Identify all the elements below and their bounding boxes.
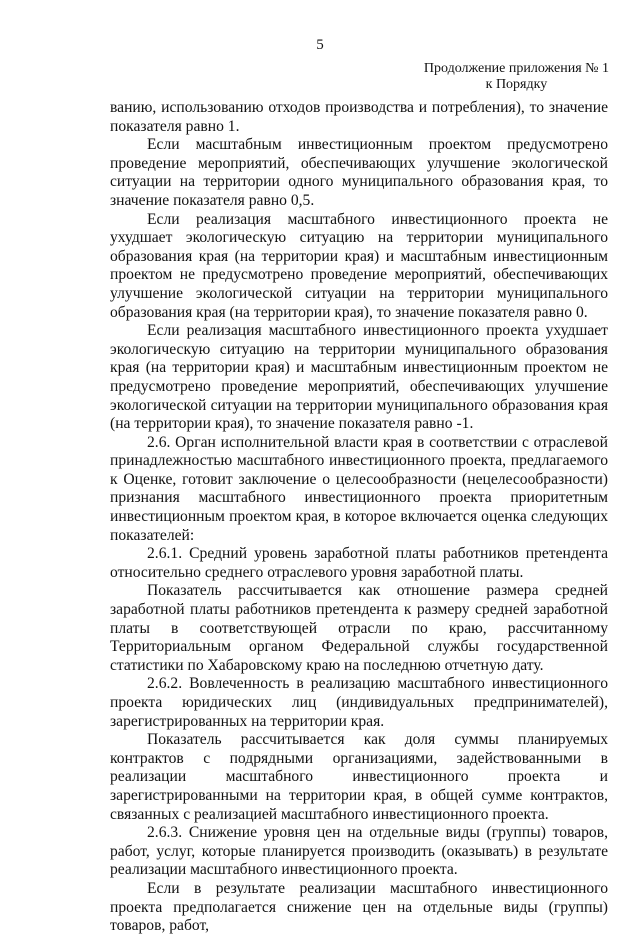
page-number: 5	[316, 37, 324, 53]
appendix-note-line-1: Продолжение приложения № 1	[423, 61, 609, 76]
paragraph-ecology-worsening: Если реализация масштабного инвестиционного проекта ухудшает экологическую ситуацию на территории муниципального образования края (на территории края) и масштабным инвестиционным проектом не предусмотрено проведение мероприятий, обеспечивающих улучшение экологической ситуации на территории муниципального образования края (на территории края), то значение показателя равно -1.	[110, 322, 608, 433]
paragraph-ecology-improvement-one-municipality: Если масштабным инвестиционным проектом предусмотрено проведение мероприятий, обеспечивающих улучшение экологической ситуации на территории одного муниципального образования края, то значение показателя равно 0,5.	[110, 136, 608, 209]
paragraph-salary-indicator: Показатель рассчитывается как отношение размера средней заработной платы работников претендента к размеру средней заработной платы в соответствующей отрасли по краю, рассчитанному Территориальным органом Федеральной службы государственной статистики по Хабаровскому краю на последнюю отчетную дату.	[110, 582, 608, 674]
paragraph-continuation: ванию, использованию отходов производства и потребления), то значение показателя равно 1.	[110, 99, 608, 135]
paragraph-section-2-6-2: 2.6.2. Вовлеченность в реализацию масштабного инвестиционного проекта юридических лиц (индивидуальных предпринимателей), зарегистрированных на территории края.	[110, 675, 608, 730]
paragraph-ecology-neutral: Если реализация масштабного инвестиционного проекта не ухудшает экологическую ситуацию на территории муниципального образования края (на территории края) и масштабным инвестиционным проектом не предусмотрено проведение мероприятий, обеспечивающих улучшение экологической ситуации на территории муниципального образования края (на территории края), то значение показателя равно 0.	[110, 210, 608, 321]
paragraph-price-reduction: Если в результате реализации масштабного инвестиционного проекта предполагается снижение цен на отдельные виды (группы) товаров, работ,	[110, 879, 608, 935]
paragraph-section-2-6: 2.6. Орган исполнительной власти края в соответствии с отраслевой принадлежностью масштабного инвестиционного проекта, предлагаемого к Оценке, готовит заключение о целесообразности (нецелесообразности) признания масштабного инвестиционного проекта приоритетным инвестиционным проектом края, в которое включается оценка следующих показателей:	[110, 433, 608, 544]
paragraph-contracts-indicator: Показатель рассчитывается как доля суммы планируемых контрактов с подрядными организациями, задействованными в реализации масштабного инвестиционного проекта и зарегистрированными на территории края, в общей сумме контрактов, связанных с реализацией масштабного инвестиционного проекта.	[110, 731, 608, 823]
appendix-note	[424, 61, 609, 93]
paragraph-section-2-6-1: 2.6.1. Средний уровень заработной платы работников претендента относительно среднего отраслевого уровня заработной платы.	[110, 545, 608, 581]
appendix-note-line-2: к Порядку	[485, 77, 548, 92]
paragraph-section-2-6-3: 2.6.3. Снижение уровня цен на отдельные виды (группы) товаров, работ, услуг, которые планируется производить (оказывать) в результате реализации масштабного инвестиционного проекта.	[110, 824, 608, 879]
body-text	[110, 99, 608, 936]
